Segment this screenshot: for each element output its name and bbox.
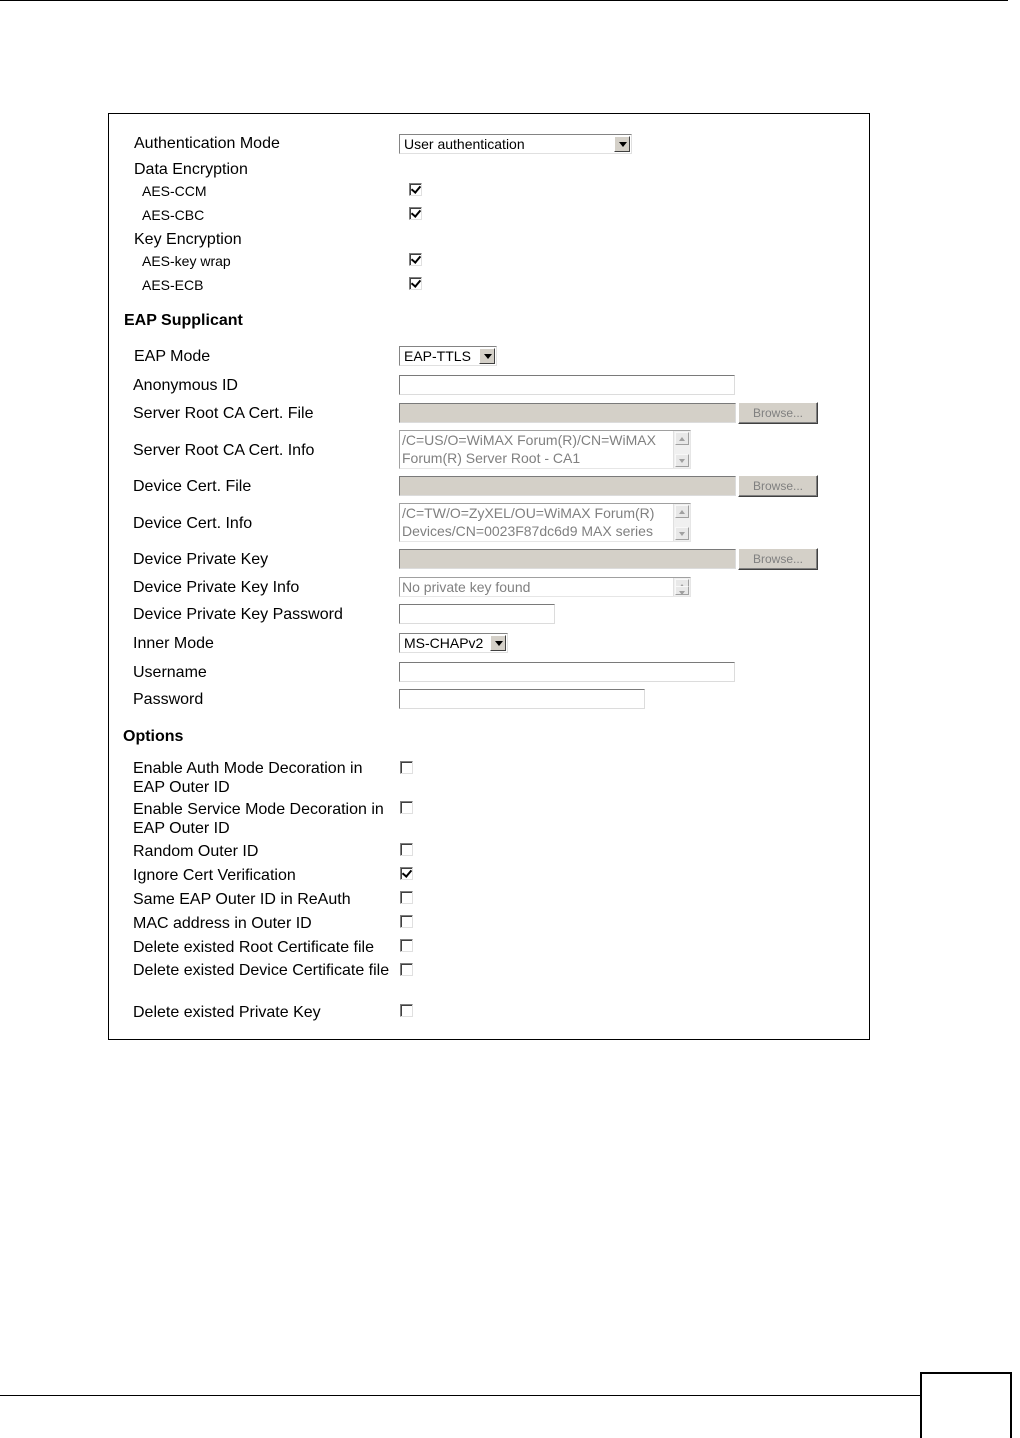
- server-root-ca-info-line1: /C=US/O=WiMAX Forum(R)/CN=WiMAX: [402, 432, 656, 448]
- device-private-key-info-text[interactable]: [399, 577, 691, 597]
- option-mac-outer-id-checkbox[interactable]: [400, 915, 413, 928]
- authentication-mode-value: User authentication: [404, 136, 525, 152]
- page-bottom-rule: [0, 1395, 920, 1396]
- aes-cbc-label: AES-CBC: [142, 207, 205, 223]
- scroll-down-icon[interactable]: [675, 586, 689, 595]
- option-delete-private-key-label: Delete existed Private Key: [133, 1004, 321, 1021]
- option-delete-root-cert-checkbox[interactable]: [400, 939, 413, 952]
- option-auth-mode-decoration-label: Enable Auth Mode Decoration in EAP Outer ID: [133, 760, 363, 796]
- page-number-box: [920, 1372, 1012, 1438]
- server-root-ca-info-text[interactable]: [399, 430, 691, 469]
- anonymous-id-input[interactable]: [399, 375, 735, 395]
- option-delete-private-key-checkbox[interactable]: [400, 1004, 413, 1017]
- option-ignore-cert-checkbox[interactable]: [400, 867, 413, 880]
- username-label: Username: [133, 664, 207, 681]
- option-same-outer-id-label: Same EAP Outer ID in ReAuth: [133, 891, 351, 908]
- option-random-outer-id-label: Random Outer ID: [133, 843, 259, 860]
- scrollbar[interactable]: [673, 431, 690, 468]
- device-cert-browse-button[interactable]: Browse...: [738, 475, 818, 497]
- device-private-key-info-value: No private key found: [402, 579, 531, 595]
- server-root-ca-file-label: Server Root CA Cert. File: [133, 405, 314, 422]
- option-service-mode-decoration-checkbox[interactable]: [400, 801, 413, 814]
- aes-key-wrap-label: AES-key wrap: [142, 253, 231, 269]
- eap-mode-value: EAP-TTLS: [404, 348, 471, 364]
- scrollbar[interactable]: [673, 504, 690, 541]
- option-mac-outer-id-label: MAC address in Outer ID: [133, 915, 312, 932]
- device-private-key-password-label: Device Private Key Password: [133, 606, 343, 623]
- option-auth-mode-decoration-checkbox[interactable]: [400, 761, 413, 774]
- option-delete-root-cert-label: Delete existed Root Certificate file: [133, 939, 374, 956]
- inner-mode-select[interactable]: [399, 633, 508, 653]
- options-heading: Options: [123, 728, 184, 745]
- authentication-mode-select[interactable]: [399, 134, 632, 154]
- scroll-down-icon[interactable]: [675, 454, 689, 467]
- server-root-ca-info-label: Server Root CA Cert. Info: [133, 442, 315, 459]
- password-input[interactable]: [399, 689, 645, 709]
- device-private-key-input[interactable]: [399, 549, 736, 569]
- option-delete-device-cert-checkbox[interactable]: [400, 963, 413, 976]
- option-same-outer-id-checkbox[interactable]: [400, 891, 413, 904]
- server-root-ca-file-input[interactable]: [399, 403, 736, 423]
- aes-cbc-checkbox[interactable]: [409, 207, 422, 220]
- inner-mode-value: MS-CHAPv2: [404, 635, 484, 651]
- key-encryption-label: Key Encryption: [134, 231, 242, 248]
- dropdown-arrow-icon[interactable]: [479, 348, 495, 364]
- device-private-key-info-label: Device Private Key Info: [133, 579, 300, 596]
- eap-settings-panel: [108, 113, 870, 1040]
- device-cert-info-label: Device Cert. Info: [133, 515, 253, 532]
- server-root-ca-info-line2: Forum(R) Server Root - CA1: [402, 450, 581, 466]
- password-label: Password: [133, 691, 204, 708]
- inner-mode-label: Inner Mode: [133, 635, 214, 652]
- device-cert-info-text[interactable]: [399, 503, 691, 542]
- device-private-key-password-input[interactable]: [399, 604, 555, 624]
- eap-mode-select[interactable]: [399, 346, 497, 366]
- aes-ccm-checkbox[interactable]: [409, 183, 422, 196]
- username-input[interactable]: [399, 662, 735, 682]
- anonymous-id-label: Anonymous ID: [133, 377, 238, 394]
- aes-key-wrap-checkbox[interactable]: [409, 253, 422, 266]
- device-cert-info-line2: Devices/CN=0023F87dc6d9 MAX series: [402, 523, 653, 539]
- dropdown-arrow-icon[interactable]: [614, 136, 630, 152]
- scroll-up-icon[interactable]: [675, 432, 689, 445]
- device-private-key-browse-button[interactable]: Browse...: [738, 548, 818, 570]
- aes-ecb-label: AES-ECB: [142, 277, 204, 293]
- data-encryption-label: Data Encryption: [134, 161, 248, 178]
- device-private-key-label: Device Private Key: [133, 551, 269, 568]
- eap-mode-label: EAP Mode: [134, 348, 211, 365]
- device-cert-info-line1: /C=TW/O=ZyXEL/OU=WiMAX Forum(R): [402, 505, 655, 521]
- aes-ecb-checkbox[interactable]: [409, 277, 422, 290]
- eap-supplicant-heading: EAP Supplicant: [124, 312, 243, 329]
- scroll-down-icon[interactable]: [675, 527, 689, 540]
- scrollbar[interactable]: [673, 578, 690, 596]
- option-random-outer-id-checkbox[interactable]: [400, 843, 413, 856]
- authentication-mode-label: Authentication Mode: [134, 135, 280, 152]
- device-cert-file-label: Device Cert. File: [133, 478, 252, 495]
- scroll-up-icon[interactable]: [675, 505, 689, 518]
- option-ignore-cert-label: Ignore Cert Verification: [133, 867, 296, 884]
- aes-ccm-label: AES-CCM: [142, 183, 207, 199]
- option-service-mode-decoration-label: Enable Service Mode Decoration in EAP Outer ID: [133, 801, 384, 837]
- dropdown-arrow-icon[interactable]: [490, 635, 506, 651]
- page-top-rule: [0, 0, 1008, 1]
- device-cert-file-input[interactable]: [399, 476, 736, 496]
- server-root-ca-browse-button[interactable]: Browse...: [738, 402, 818, 424]
- option-delete-device-cert-label: Delete existed Device Certificate file: [133, 962, 390, 979]
